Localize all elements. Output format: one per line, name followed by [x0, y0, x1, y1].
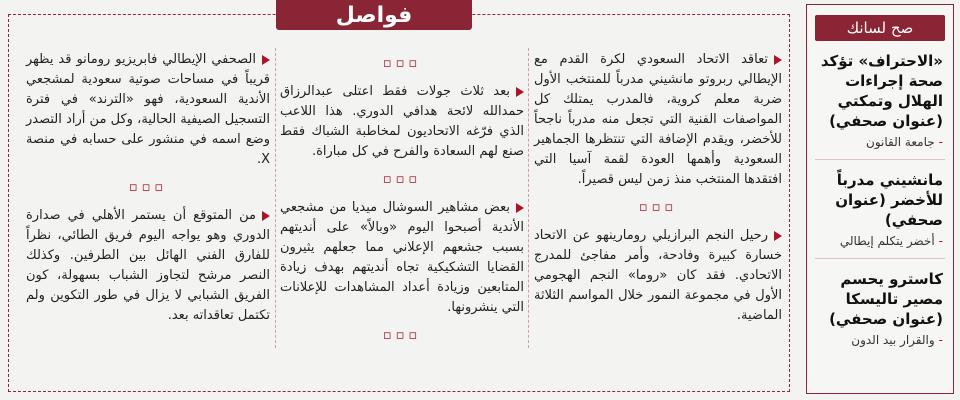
sidebar-item [807, 265, 953, 351]
separator: ▫▫▫ [638, 200, 678, 215]
dash-marker: - [938, 234, 943, 248]
sidebar-item [807, 166, 953, 252]
sidebar-headline: كاسترو يحسم مصير تاليسكا (عنوان صحفي) [829, 270, 943, 328]
article-paragraph: الصحفي الإيطالي فابريزيو رومانو قد يظهر قريباً في مساحات صوتية سعودية لمشجعي الأندية السعودية، فهو «الترند» في فترة التسجيل الصيفية الحالية، وكل من أراد التصدر وضع اسمه في منشور على حسابه في منصة X. [26, 52, 270, 167]
sidebar-attribution: -جامعة القانون [866, 135, 943, 149]
column-right [534, 50, 782, 334]
separator: ▫▫▫ [382, 56, 422, 71]
separator: ▫▫▫ [382, 172, 422, 187]
sidebar-item [807, 47, 953, 153]
column-divider [275, 48, 276, 348]
column-left [26, 50, 270, 334]
bullet-arrow-icon [516, 203, 524, 213]
dash-marker: - [938, 135, 943, 149]
sidebar-box [806, 4, 954, 394]
article-paragraph: بعد ثلاث جولات فقط اعتلى عبدالرزاق حمدالله لائحة هدافي الدوري. هذا اللاعب الذي فرّغه الاتحاديون لمخاطبة الشباك فقط صنع لهم السعادة والفرح في كل مباراة. [280, 84, 524, 159]
article-paragraph: رحيل النجم البرازيلي رومارينهو عن الاتحاد خسارة كبيرة وفادحة، وأمر مفاجئ للمدرج الاتحادي. فقد كان «روما» النجم الهجومي الأول في مجموعة النمور خلال المواسم الثلاثة الماضية. [534, 228, 782, 323]
bullet-arrow-icon [262, 211, 270, 221]
column-divider [528, 48, 529, 348]
bullet-arrow-icon [262, 55, 270, 65]
separator: ▫▫▫ [382, 328, 422, 343]
sidebar-headline: مانشيني مدرباً للأخضر (عنوان صحفي) [835, 171, 943, 229]
sidebar-title: صح لسانك [815, 15, 945, 41]
sidebar-divider [815, 159, 945, 160]
sidebar-divider [815, 258, 945, 259]
section-masthead: فواصل [276, 0, 472, 30]
article-paragraph: من المتوقع أن يستمر الأهلي في صدارة الدوري وهو يواجه اليوم فريق الطائي، نظراً للفارق الفني الهائل بين الطرفين. وكذلك النصر مرشح لتجاوز الشباب بسهولة، كون الفريق الشبابي لا يزال في طور التكوين ولم تكتمل تعاقداته بعد. [26, 208, 270, 323]
bullet-arrow-icon [774, 55, 782, 65]
dash-marker: - [938, 333, 943, 347]
column-middle [280, 50, 524, 354]
article-paragraph: تعاقد الاتحاد السعودي لكرة القدم مع الإيطالي ربروتو مانشيني مدرباً للمنتخب الأول ضربة معلم كروية، فالمدرب يمتلك كل المواصفات الفنية التي تجعل منه مدرباً ناجحاً للأخضر، ويقدم الإضافة التي تنتظرها الجماهير السعودية وأهمها العودة لقمة آسيا التي افتقدها المنتخب منذ زمن ليس قصيراً. [534, 52, 782, 187]
bullet-arrow-icon [774, 231, 782, 241]
sidebar-attribution: -أخضر يتكلم إيطالي [839, 234, 943, 248]
sidebar-headline: «الاحتراف» تؤكد صحة إجراءات الهلال وتمكتي (عنوان صحفي) [820, 52, 943, 130]
bullet-arrow-icon [516, 87, 524, 97]
article-paragraph: بعض مشاهير السوشال ميديا من مشجعي الأندية أصبحوا اليوم «وبالاً» على أنديتهم بسبب جشعهم الإعلاني مما جعلهم يثيرون القضايا التشكيكية تجاه أنديتهم بهدف زيادة المتابعين وزيادة أعداد المشاهدات للإعلانات التي ينشرونها. [280, 200, 524, 315]
separator: ▫▫▫ [128, 180, 168, 195]
sidebar-attribution: -والقرار بيد الدون [851, 333, 943, 347]
